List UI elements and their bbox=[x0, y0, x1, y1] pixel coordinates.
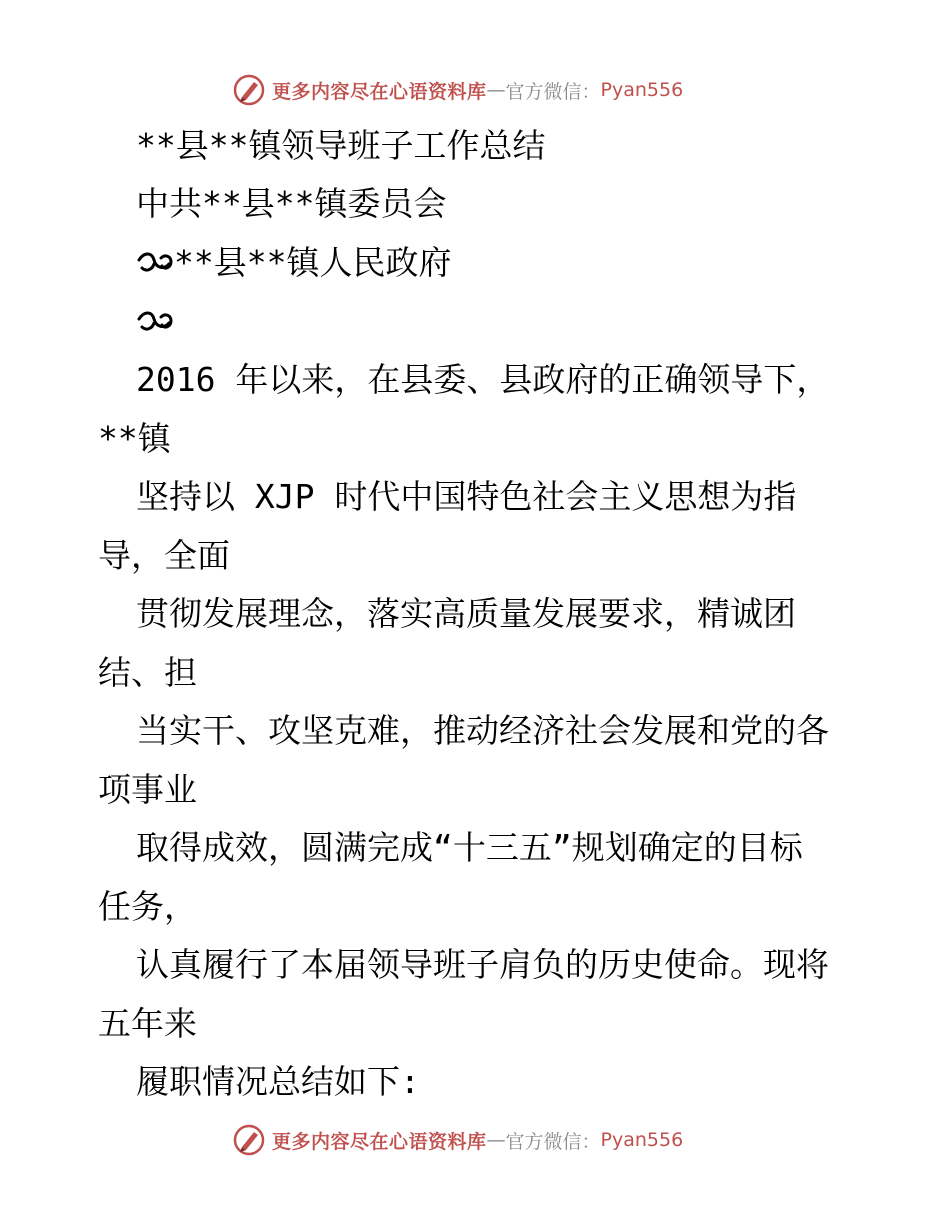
body-line: 2016 年以来，在县委、县政府的正确领导下， bbox=[136, 360, 830, 399]
watermark-wechat-label: 官方微信： bbox=[505, 1130, 601, 1153]
watermark-dash: — bbox=[486, 1129, 506, 1151]
body-line: **镇 bbox=[98, 419, 171, 458]
watermark-wechat-label: 官方微信： bbox=[505, 80, 601, 103]
watermark-footer bbox=[232, 1120, 683, 1160]
watermark-text: 更多内容尽在心语资料库 bbox=[272, 1130, 487, 1153]
body-line: 结、担 bbox=[98, 653, 197, 692]
ornament-bullet-icon bbox=[136, 248, 174, 278]
body-line: 项事业 bbox=[98, 770, 197, 809]
body-line: 认真履行了本届领导班子肩负的历史使命。现将 bbox=[136, 945, 829, 984]
watermark-wechat-id: Pyan556 bbox=[600, 1129, 684, 1151]
watermark-dash: — bbox=[486, 79, 506, 101]
ornament-bullet-icon bbox=[136, 307, 174, 337]
body-line: 任务， bbox=[98, 887, 197, 926]
watermark-header bbox=[232, 70, 683, 110]
org-government-line bbox=[136, 243, 451, 283]
org-government: **县**镇人民政府 bbox=[174, 243, 452, 282]
body-line: 当实干、攻坚克难，推动经济社会发展和党的各 bbox=[136, 711, 829, 750]
body-line: 履职情况总结如下: bbox=[136, 1062, 420, 1101]
logo-pen-icon bbox=[232, 1123, 266, 1157]
watermark-wechat-id: Pyan556 bbox=[600, 79, 684, 101]
body-line: 贯彻发展理念，落实高质量发展要求，精诚团 bbox=[136, 594, 796, 633]
org-party-committee: 中共**县**镇委员会 bbox=[136, 184, 447, 223]
body-line: 取得成效，圆满完成“十三五”规划确定的目标 bbox=[136, 828, 803, 867]
body-line: 五年来 bbox=[98, 1004, 197, 1043]
body-line: 导，全面 bbox=[98, 536, 230, 575]
logo-pen-icon bbox=[232, 73, 266, 107]
ornament-line bbox=[136, 302, 174, 342]
watermark-text: 更多内容尽在心语资料库 bbox=[272, 80, 487, 103]
body-line: 坚持以 XJP 时代中国特色社会主义思想为指 bbox=[136, 477, 797, 516]
document-title: **县**镇领导班子工作总结 bbox=[136, 126, 546, 165]
